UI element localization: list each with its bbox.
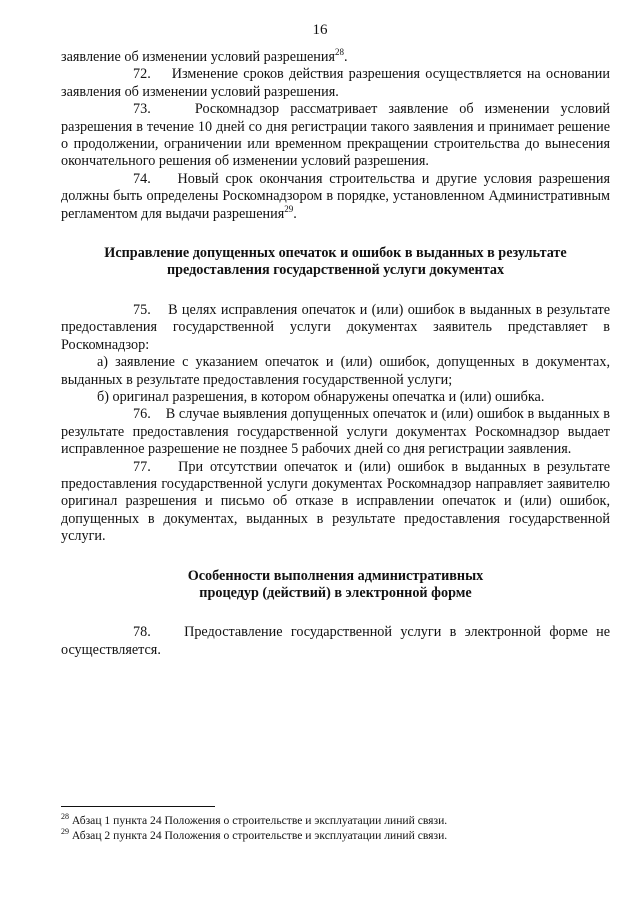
paragraph-continuation: заявление об изменении условий разрешения$^{28}$.	[61, 47, 348, 65]
footnote-separator	[61, 806, 215, 807]
footnote-29: $^{29}$ Абзац 2 пункта 24 Положения о строительстве и эксплуатации линий связи.	[61, 826, 448, 842]
paragraph-72: 72. Изменение сроков действия разрешения осуществляется на основании заявления об изменении условий разрешения.	[61, 66, 610, 100]
footnotes	[61, 814, 610, 843]
subparagraph-a: а) заявление с указанием опечаток и (или) ошибок, допущенных в документах, выданных в результате предоставления государственной услуги;	[61, 354, 610, 388]
footnote-28: $^{28}$ Абзац 1 пункта 24 Положения о строительстве и эксплуатации линий связи.	[61, 812, 448, 827]
footnote-ref-28: 28	[335, 47, 345, 57]
clause-number: 72.	[133, 66, 151, 83]
section-heading-corrections: Исправление допущенных опечаток и ошибок в выданных в результате предоставления государственной услуги документах	[104, 245, 567, 279]
section-heading-electronic: Особенности выполнения административных процедур (действий) в электронной форме	[187, 567, 484, 601]
document-body	[61, 49, 610, 659]
page-number: 16	[312, 22, 328, 38]
paragraph-73: 73. Роскомнадзор рассматривает заявление об изменении условий разрешения в течение 10 дней со дня регистрации такого заявления и принимает решение о продолжении, ограничении или временном прекращении строительства до вынесения окончательного решения об изменении условий разрешения.	[61, 101, 611, 170]
clause-number: 75.	[133, 301, 151, 318]
subparagraph-b: б) оригинал разрешения, в котором обнаружены опечатка и (или) ошибка.	[97, 388, 545, 405]
clause-number: 74.	[133, 170, 151, 187]
clause-number: 76.	[133, 406, 151, 423]
paragraph-77: 77. При отсутствии опечаток и (или) ошибок в выданных в результате предоставления государственной услуги документах Роскомнадзор направляет заявителю оригинал разрешения и письмо об отказе в исправлении опечаток и (или) ошибок, допущенных в документах, выданных в результате предоставления государственной услуги.	[61, 458, 610, 545]
paragraph-78: 78. Предоставление государственной услуги в электронной форме не осуществляется.	[61, 624, 611, 658]
paragraph-76: 76. В случае выявления допущенных опечаток и (или) ошибок в выданных в результате предоставления государственной услуги документах Роскомнадзор выдает исправленное разрешение не позднее 5 рабочих дней со дня регистрации заявления.	[61, 406, 610, 458]
paragraph-74: 74. Новый срок окончания строительства и другие условия разрешения должны быть определены Роскомнадзором в порядке, установленном Административным регламентом для выдачи разрешения$^{29}$.	[61, 170, 610, 222]
clause-number: 78.	[133, 624, 151, 641]
clause-number: 77.	[133, 458, 151, 475]
paragraph-75: 75. В целях исправления опечаток и (или) ошибок в выданных в результате предоставления государственной услуги документах заявитель представляет в Роскомнадзор:	[61, 301, 610, 353]
footnote-ref-29: 29	[284, 203, 294, 214]
clause-number: 73.	[133, 101, 151, 118]
